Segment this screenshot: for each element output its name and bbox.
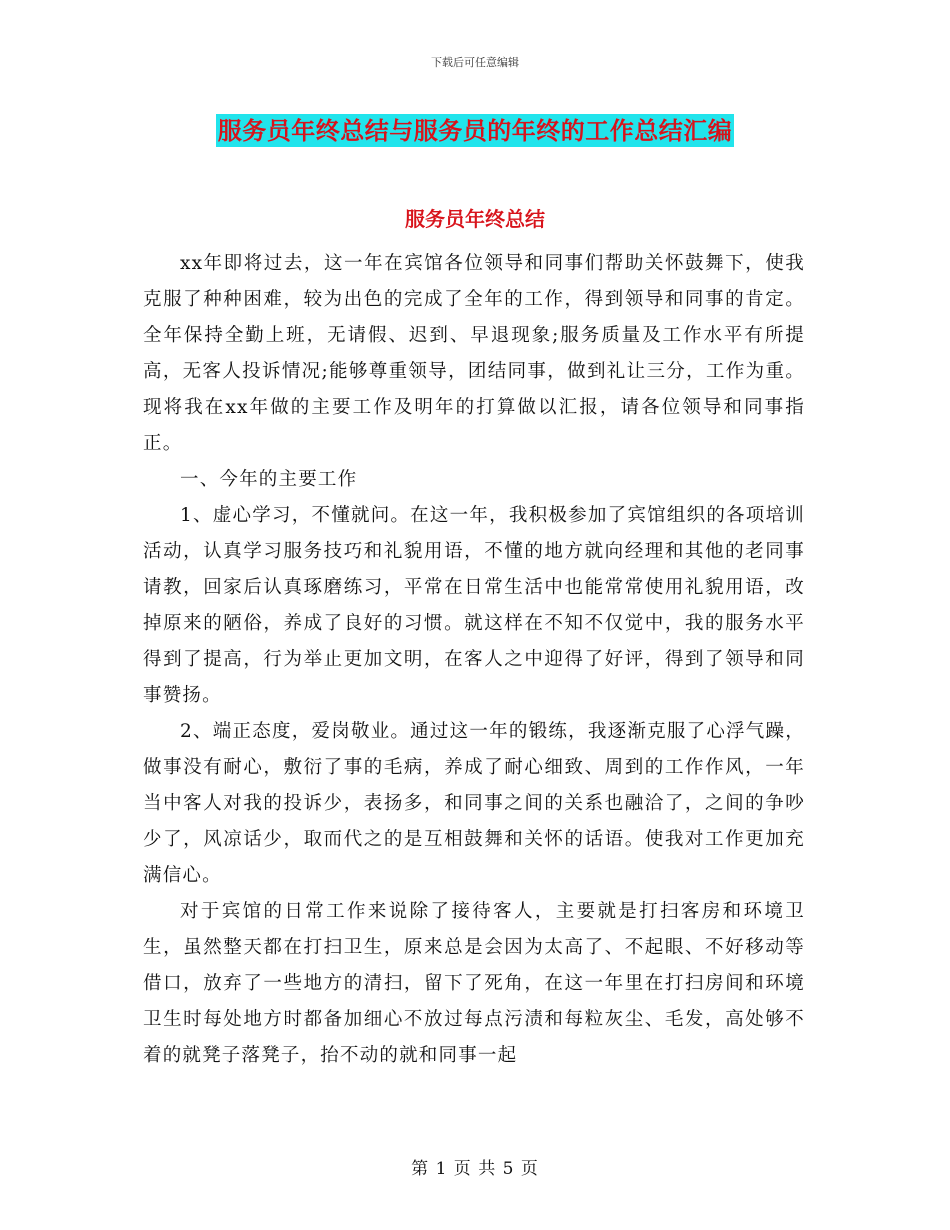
paragraph-item-2: 2、端正态度，爱岗敬业。通过这一年的锻练，我逐渐克服了心浮气躁，做事没有耐心，敷衍了事的毛病，养成了耐心细致、周到的工作作风，一年当中客人对我的投诉少，表扬多，和同事之间的关系也融洽了，之间的争吵少了，风凉话少，取而代之的是互相鼓舞和关怀的话语。使我对工作更加充满信心。 xyxy=(143,721,805,886)
doc-title-container xyxy=(0,114,950,147)
paragraph-item-1: 1、虚心学习，不懂就问。在这一年，我积极参加了宾馆组织的各项培训活动，认真学习服务技巧和礼貌用语，不懂的地方就向经理和其他的老同事请教，回家后认真琢磨练习，平常在日常生活中也能常常使用礼貌用语，改掉原来的陋俗，养成了良好的习惯。就这样在不知不仅觉中，我的服务水平得到了提高，行为举止更加文明，在客人之中迎得了好评，得到了领导和同事赞扬。 xyxy=(143,505,805,706)
section-title: 服务员年终总结 xyxy=(405,207,545,231)
page-number-footer: 第 1 页 共 5 页 xyxy=(411,1159,539,1179)
header-note: 下载后可任意编辑 xyxy=(431,56,519,69)
document-title: 服务员年终总结与服务员的年终的工作总结汇编 xyxy=(217,116,733,145)
paragraph-intro: xx年即将过去，这一年在宾馆各位领导和同事们帮助关怀鼓舞下，使我克服了种种困难，较为出色的完成了全年的工作，得到领导和同事的肯定。全年保持全勤上班，无请假、迟到、早退现象;服务质量及工作水平有所提高，无客人投诉情况;能够尊重领导，团结同事，做到礼让三分，工作为重。现将我在xx年做的主要工作及明年的打算做以汇报，请各位领导和同事指正。 xyxy=(143,253,805,454)
paragraph-heading-main-work: 一、今年的主要工作 xyxy=(180,469,358,490)
paragraph-daily-work: 对于宾馆的日常工作来说除了接待客人，主要就是打扫客房和环境卫生，虽然整天都在打扫卫生，原来总是会因为太高了、不起眼、不好移动等借口，放弃了一些地方的清扫，留下了死角，在这一年里在打扫房间和环境卫生时每处地方时都备加细心不放过每点污渍和每粒灰尘、毛发，高处够不着的就凳子落凳子，抬不动的就和同事一起 xyxy=(143,901,805,1066)
body-text xyxy=(143,246,805,1074)
